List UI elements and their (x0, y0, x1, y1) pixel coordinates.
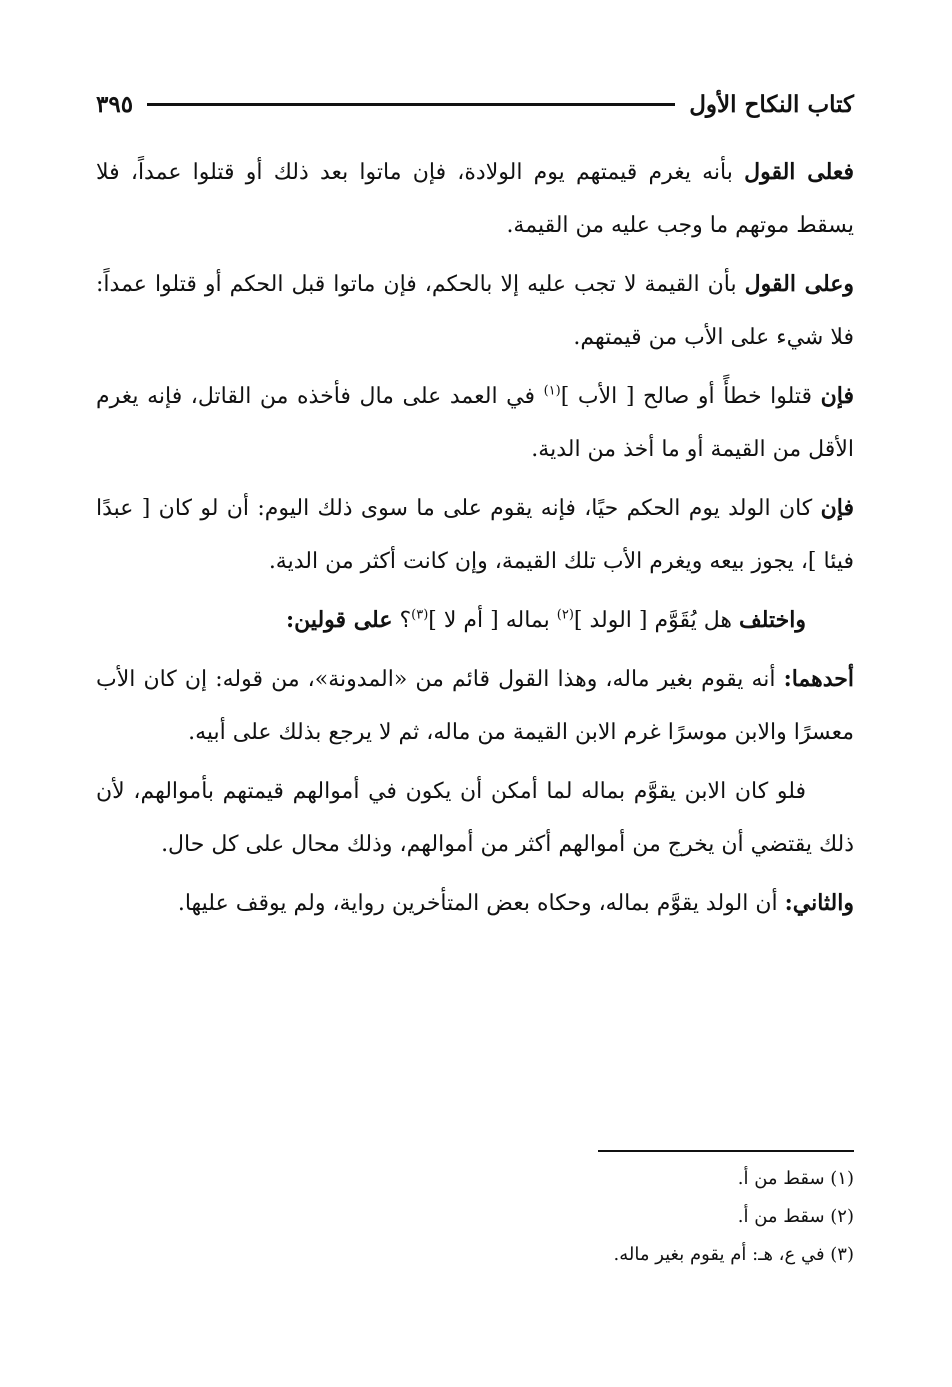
footnote: (١) سقط من أ. (737, 1168, 854, 1189)
paragraph-text: أن الولد يقوَّم بماله، وحكاه بعض المتأخرين رواية، ولم يوقف عليها. (177, 891, 785, 916)
paragraph-text: بأنه يغرم قيمتهم يوم الولادة، فإن ماتوا بعد ذلك أو قتلوا عمداً، فلا يسقط موتهم ما وجب عليه من القيمة. (96, 160, 854, 238)
paragraph (96, 765, 854, 871)
paragraph (96, 258, 854, 364)
paragraph (96, 594, 854, 647)
paragraph-text: بأن القيمة لا تجب عليه إلا بالحكم، فإن ماتوا قبل الحكم أو قتلوا عمداً: فلا شيء على الأب من قيمتهم. (96, 272, 854, 350)
footnote: (٣) في ع، هـ: أم يقوم بغير ماله. (613, 1244, 854, 1265)
paragraph-lead: فإن (820, 495, 854, 521)
paragraph-text: ؟ (392, 608, 412, 633)
paragraph-text: قتلوا خطأً أو صالح [ الأب ] (560, 384, 821, 409)
page-number: ٣٩٥ (96, 90, 134, 118)
paragraph-lead: أحدهما: (783, 666, 854, 692)
footnote-ref-3: (٣) (411, 607, 429, 623)
footnote-ref-1: (١) (543, 383, 561, 399)
paragraph-text: أنه يقوم بغير ماله، وهذا القول قائم من «المدونة»، من قوله: إن كان الأب معسرًا والابن موسرًا غرم الابن القيمة من ماله، ثم لا يرجع بذلك على أبيه. (96, 667, 854, 745)
footnote-ref-2: (٢) (556, 607, 574, 623)
paragraph (96, 482, 854, 588)
paragraph-text: في العمد على مال فأخذه من القاتل، فإنه يغرم الأقل من القيمة أو ما أخذ من الدية. (96, 384, 854, 462)
main-text (96, 146, 854, 936)
running-title: كتاب النكاح الأول (689, 90, 854, 118)
paragraph-tail: على قولين: (285, 607, 393, 633)
page-header (96, 84, 854, 124)
paragraph-text: كان الولد يوم الحكم حيًا، فإنه يقوم على ما سوى ذلك اليوم: أن لو كان [ عبدًا فيئا ]، يجوز بيعه ويغرم الأب تلك القيمة، وإن كانت أكثر من الدية. (96, 496, 854, 574)
paragraph (96, 370, 854, 476)
paragraph-lead: واختلف (738, 607, 806, 633)
header-rule (147, 103, 675, 106)
paragraph-text: هل يُقَوَّم [ الولد ] (573, 608, 739, 633)
paragraph-lead: فإن (820, 383, 855, 409)
footnote-separator (598, 1150, 854, 1152)
footnote: (٢) سقط من أ. (737, 1206, 854, 1227)
paragraph-text: فلو كان الابن يقوَّم بماله لما أمكن أن يكون في أموالهم قيمتهم بأموالهم، لأن ذلك يقتضي أن يخرج من أموالهم أكثر من أموالهم، وذلك محال على كل حال. (96, 779, 854, 857)
paragraph-lead: والثاني: (784, 890, 854, 916)
paragraph (96, 146, 854, 252)
paragraph-lead: فعلى القول (744, 159, 855, 185)
paragraph-lead: وعلى القول (744, 271, 854, 297)
paragraph-text: بماله [ أم لا ] (428, 608, 557, 633)
footnotes (96, 1160, 854, 1274)
paragraph (96, 877, 854, 930)
paragraph (96, 653, 854, 759)
